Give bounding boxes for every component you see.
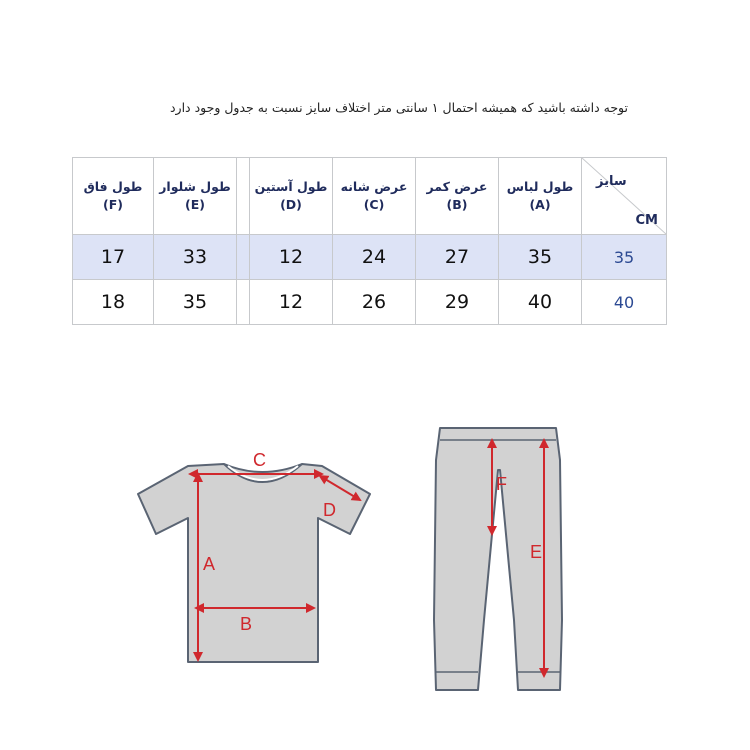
corner-size-label: سایز [596, 174, 627, 189]
cell-size: 35 [582, 235, 667, 280]
tshirt-illustration [138, 450, 370, 662]
header-title-b: عرض کمر [426, 179, 488, 194]
cell-d: 12 [250, 280, 333, 325]
header-title-d: طول آستین [254, 179, 328, 194]
cell-c: 24 [333, 235, 416, 280]
header-letter-c: (C) [363, 197, 385, 212]
size-note: توجه داشته باشید که همیشه احتمال ۱ سانتی متر اختلاف سایز نسبت به جدول وجود دارد [169, 100, 628, 115]
header-letter-a: (A) [529, 197, 551, 212]
cell-f: 18 [73, 280, 154, 325]
cell-b: 27 [416, 235, 499, 280]
label-f: F [496, 474, 507, 494]
cell-size: 40 [582, 280, 667, 325]
label-a: A [203, 554, 216, 574]
label-b: B [240, 614, 253, 634]
cell-e: 33 [154, 235, 237, 280]
pants-illustration [434, 428, 562, 690]
label-c: C [253, 450, 266, 470]
pants-shape [434, 428, 562, 690]
cell-a: 40 [499, 280, 582, 325]
label-e: E [530, 542, 543, 562]
label-d: D [323, 500, 336, 520]
cell-d: 12 [250, 235, 333, 280]
cell-f: 17 [73, 235, 154, 280]
cell-e: 35 [154, 280, 237, 325]
tshirt-shape [138, 464, 370, 662]
header-title-a: طول لباس [506, 179, 574, 194]
header-title-f: طول فاق [83, 179, 143, 194]
cell-c: 26 [333, 280, 416, 325]
header-letter-e: (E) [185, 197, 205, 212]
corner-unit-label: CM [635, 213, 658, 228]
header-letter-b: (B) [446, 197, 468, 212]
header-title-c: عرض شانه [340, 179, 408, 194]
header-title-e: طول شلوار [159, 179, 231, 194]
cell-b: 29 [416, 280, 499, 325]
header-letter-f: (F) [103, 197, 123, 212]
cell-a: 35 [499, 235, 582, 280]
header-letter-d: (D) [280, 197, 302, 212]
